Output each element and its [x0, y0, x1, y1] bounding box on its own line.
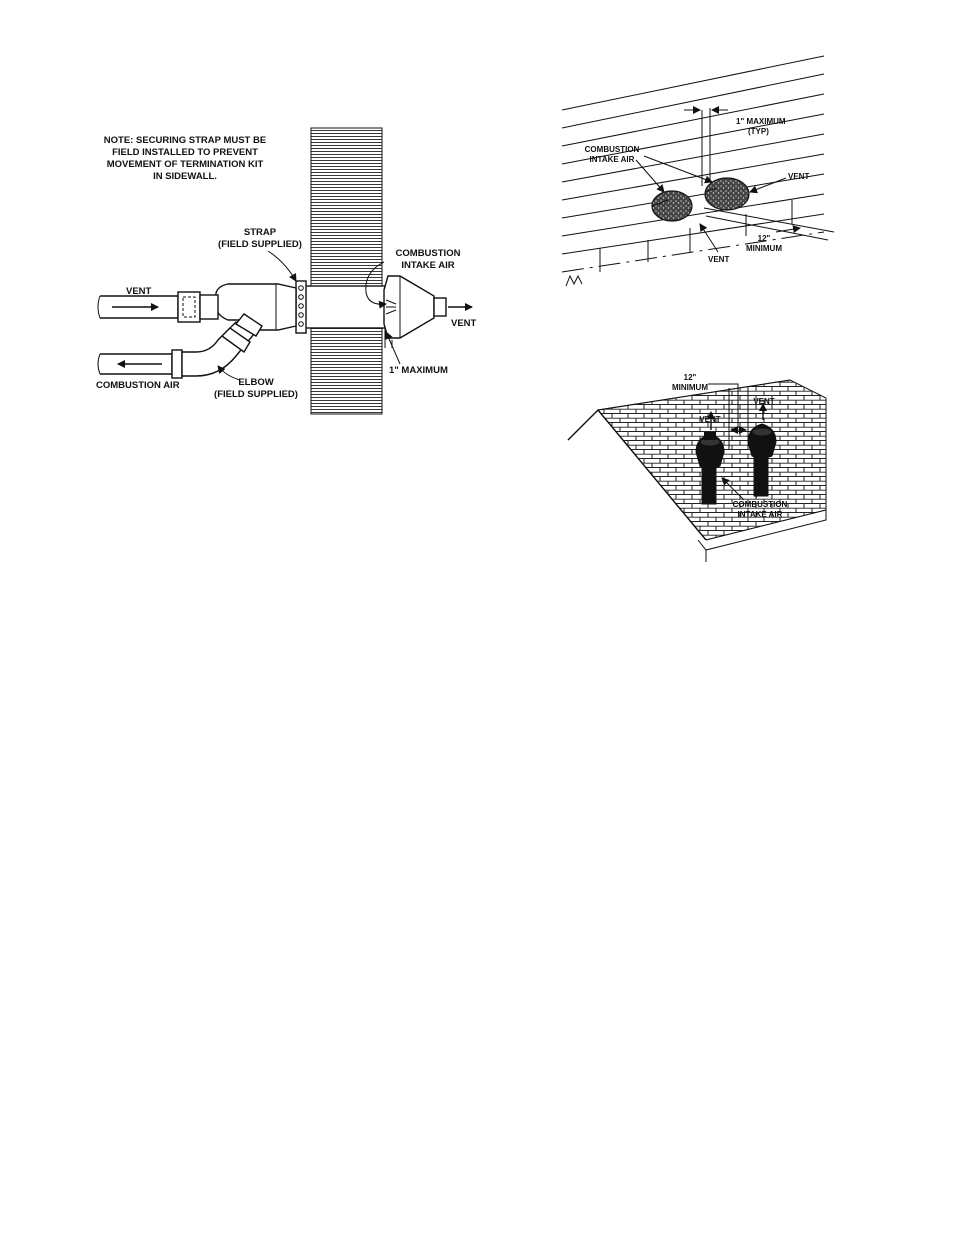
wall-vent-bottom-label: VENT — [708, 255, 730, 264]
elbow-label-1: ELBOW — [238, 377, 274, 388]
roof-min-label-2: MINIMUM — [672, 383, 708, 392]
roof-min-label-1: 12" — [683, 373, 697, 382]
wall-max-label-1: 1" MAXIMUM — [736, 117, 786, 126]
elbow-label-2: (FIELD SUPPLIED) — [214, 389, 298, 400]
note-line-1: NOTE: SECURING STRAP MUST BE — [103, 135, 267, 146]
note-line-2: FIELD INSTALLED TO PREVENT — [112, 147, 258, 158]
wall-min-label-2: MINIMUM — [746, 244, 782, 253]
roof-vent-left-label: VENT — [699, 415, 721, 424]
sidewall-termination-diagram — [96, 128, 477, 414]
wall-combustion-label-2: INTAKE AIR — [589, 155, 635, 164]
wall-vent-right-label: VENT — [788, 172, 810, 181]
strap-label-2: (FIELD SUPPLIED) — [218, 239, 302, 250]
wall-combustion-label-1: COMBUSTION — [584, 145, 640, 154]
through-wall-pipe — [305, 286, 387, 328]
sidewall-hatched — [311, 128, 382, 414]
vent-termination-right — [705, 178, 749, 210]
note-line-3: MOVEMENT OF TERMINATION KIT — [106, 159, 264, 170]
roof-vent-right-label: VENT — [753, 397, 775, 406]
max-label: 1" MAXIMUM — [389, 365, 448, 376]
combustion-air-coupling — [172, 350, 182, 378]
note-line-4: IN SIDEWALL. — [153, 171, 217, 182]
combustion-intake-label-1: COMBUSTION — [395, 248, 461, 259]
roof-combustion-label-2: INTAKE AIR — [737, 510, 783, 519]
roof-termination-view — [568, 373, 826, 562]
combustion-intake-label-2: INTAKE AIR — [401, 260, 455, 271]
vent-in-label: VENT — [126, 286, 152, 297]
combustion-air-termination-left — [652, 191, 692, 221]
roof-combustion-label-1: COMBUSTION — [732, 500, 788, 509]
wall-max-label-2: (TYP) — [748, 127, 769, 136]
wall-min-label-1: 12" — [757, 234, 771, 243]
combustion-air-label: COMBUSTION AIR — [96, 380, 180, 391]
strap-label-1: STRAP — [243, 227, 277, 238]
wall-termination-view — [562, 56, 834, 286]
house-siding — [562, 56, 824, 286]
securing-strap — [296, 281, 306, 333]
vent-out-label: VENT — [451, 318, 477, 329]
strap-leader — [268, 251, 296, 281]
roof-shingles — [568, 380, 826, 540]
vent-outlet-stub — [434, 298, 446, 316]
